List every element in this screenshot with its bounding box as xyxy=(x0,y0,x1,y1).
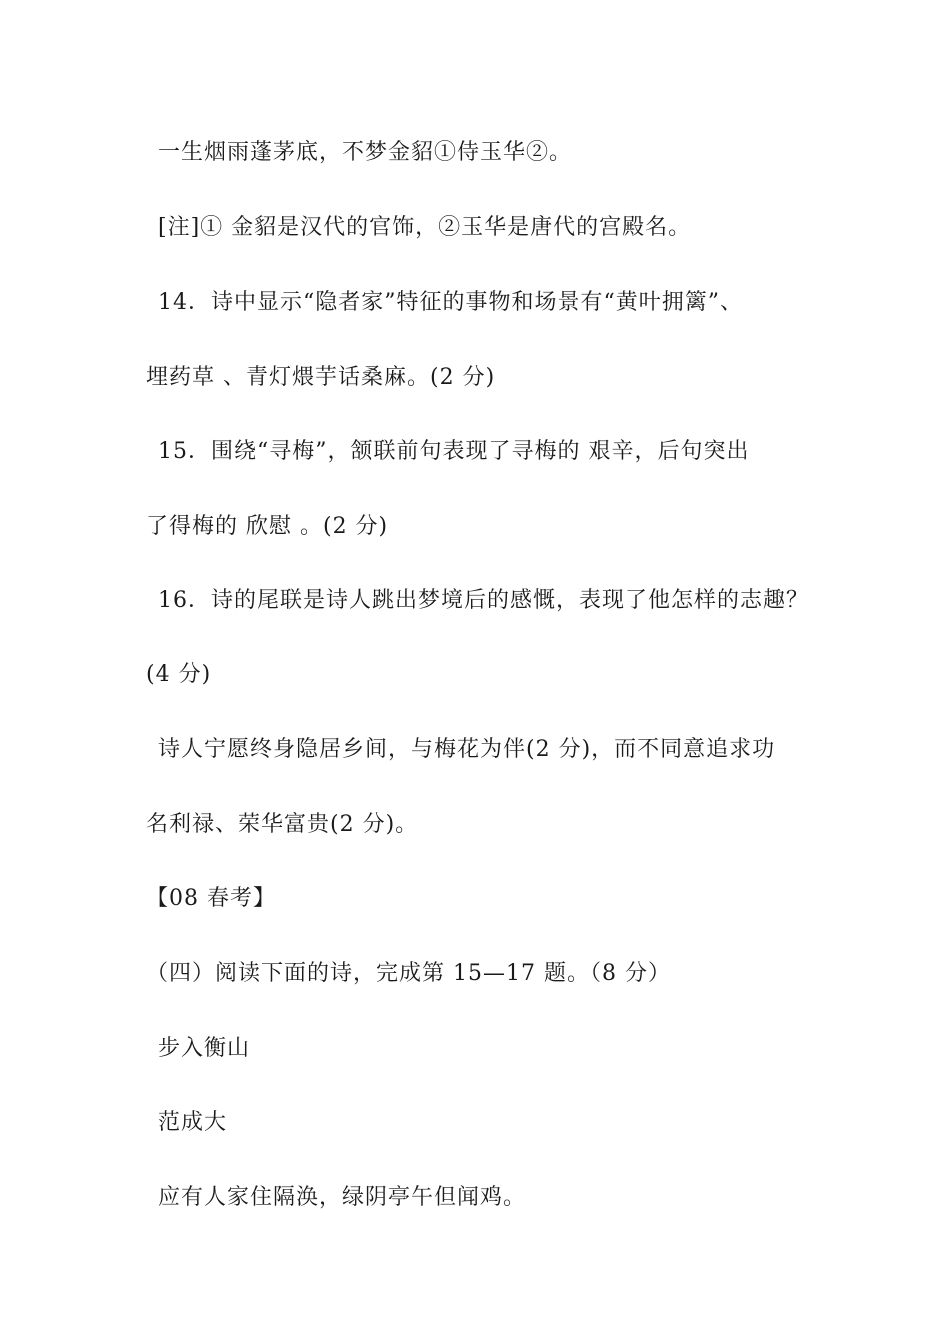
answer-16: 诗人宁愿终身隐居乡间，与梅花为伴(2 分)，而不同意追求功 xyxy=(158,737,776,762)
question-14: 14．诗中显示“隐者家”特征的事物和场景有“黄叶拥篱”、 xyxy=(158,290,743,315)
poem-line-final-couplet: 一生烟雨蓬茅底，不梦金貂①侍玉华②。 xyxy=(158,140,573,165)
answer-14: 埋药草 、青灯煨芋话桑麻。(2 分) xyxy=(146,365,496,390)
section-heading: 【08 春考】 xyxy=(146,886,276,911)
poem-title: 步入衡山 xyxy=(158,1036,251,1061)
question-16: 16．诗的尾联是诗人跳出梦境后的感慨，表现了他怎样的志趣？ xyxy=(158,588,809,613)
annotation-note: [注]① 金貂是汉代的官饰，②玉华是唐代的宫殿名。 xyxy=(158,215,692,240)
question-15: 15．围绕“寻梅”，颔联前句表现了寻梅的 艰辛，后句突出 xyxy=(158,439,750,464)
question-16-score: (4 分) xyxy=(146,662,212,687)
reading-instruction: （四）阅读下面的诗，完成第 15—17 题。（8 分） xyxy=(146,961,671,986)
answer-16-continued: 名利禄、荣华富贵(2 分)。 xyxy=(146,812,419,837)
question-15-continued: 了得梅的 欣慰 。(2 分) xyxy=(146,514,389,539)
poem-line-1: 应有人家住隔涣，绿阴亭午但闻鸡。 xyxy=(158,1185,527,1210)
poem-author: 范成大 xyxy=(158,1110,228,1135)
